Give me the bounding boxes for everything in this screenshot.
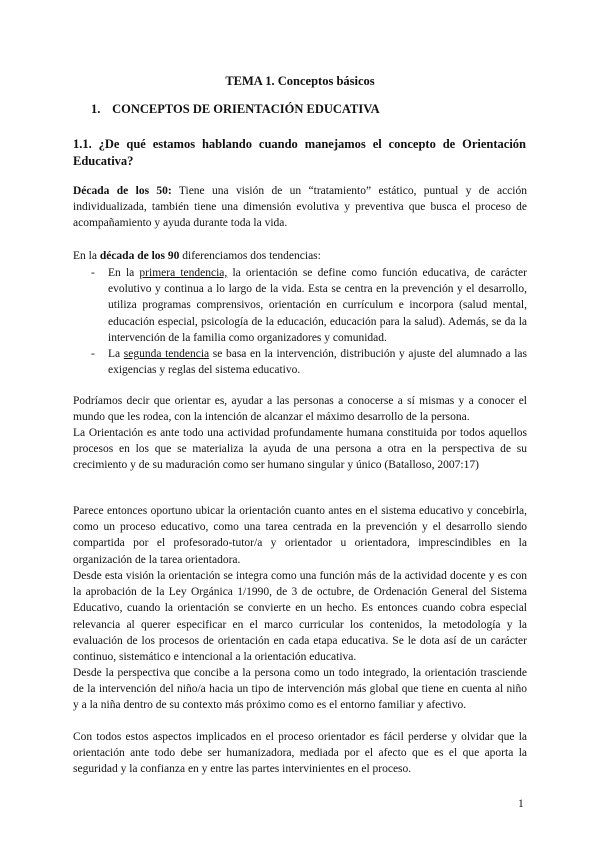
paragraph-decade-50: [73, 183, 527, 232]
tendencies-list: [73, 265, 527, 378]
list-dash: -: [91, 348, 95, 361]
list-item-text: En la: [108, 267, 140, 279]
page-number: 1: [518, 798, 524, 810]
list-item-text: la orientación se define como función educativa, de carácter evolutivo y continua a lo largo de la vida. Esta se centra en la prevención y el desarrollo, utiliza programas comprensivos, orientación en currículum e incorpora (salud mental, educación especial, psicología de la educación, educación para la salud). Además, se da la intervención de la familia como organizadores y comunidad.: [108, 267, 527, 344]
paragraph-orientar: Podríamos decir que orientar es, ayudar a las personas a conocerse a sí mismas y a conocer el mundo que les rodea, con la intención de alcanzar el máximo desarrollo de la persona.: [73, 395, 527, 424]
paragraph-text: Tiene una visión de un “tratamiento” estático, puntual y de acción individualizada, también tiene una dimensión evolutiva y preventiva que busca el proceso de acompañamiento y ayuda durante toda la vida.: [73, 185, 527, 230]
section-title-text: CONCEPTOS DE ORIENTACIÓN EDUCATIVA: [112, 102, 380, 116]
list-item-text: se basa en la intervención, distribución y ajuste del alumnado a las exigencias y reglas del sistema educativo.: [108, 348, 527, 377]
subsection-heading: 1.1. ¿De qué estamos hablando cuando manejamos el concepto de Orientación Educativa?: [73, 137, 526, 168]
paragraph-humanizadora: Con todos estos aspectos implicados en el proceso orientador es fácil perderse y olvidar que la orientación ante todo debe ser humanizadora, mediada por el afecto que es el que aporta la seguridad y la confianza en y entre las partes intervinientes en el proceso.: [73, 731, 527, 776]
paragraph-perspectiva: Desde la perspectiva que concibe a la persona como un todo integrado, la orientación trasciende de la intervención del niño/a hacia un tipo de intervención más global que tiene en cuenta al niño y a la niña dentro de su contexto más próximo como es el entorno familiar y afectivo.: [73, 667, 527, 712]
underlined-term: primera tendencia,: [139, 267, 228, 279]
list-dash: -: [91, 267, 95, 279]
paragraph-bold: década de los 90: [99, 250, 180, 262]
paragraph-text: diferenciamos dos tendencias:: [179, 250, 321, 262]
paragraph-definition: La Orientación es ante todo una actividad profundamente humana constituida por todos aquellos procesos en los que se materializa la ayuda de una persona a otra en la perspectiva de su crecimiento y de su maduración como ser humano singular y único (Batalloso, 2007:17): [73, 427, 527, 472]
list-item: [73, 346, 527, 378]
section-number: 1.: [91, 102, 101, 116]
underlined-term: segunda tendencia: [123, 348, 210, 361]
page-title: TEMA 1. Conceptos básicos: [225, 74, 375, 88]
paragraph-text: En la: [73, 250, 100, 262]
paragraph-ley: Desde esta visión la orientación se integra como una función más de la actividad docente y es con la aprobación de la Ley Orgánica 1/1990, de 3 de octubre, de Ordenación General del Sistema Educativo, cuando la orientación se convierte en un hecho. Es entonces cuando cobra especial relevancia al querer especificar en el marco curricular los contenidos, la metodología y la evaluación de los procesos de orientación en cada etapa educativa. Se le dota así de un carácter continuo, sistemático e intencional a la orientación educativa.: [73, 570, 527, 664]
paragraph-decade-90: [73, 248, 527, 264]
list-item: [73, 265, 527, 346]
paragraph-lead: Década de los 50:: [73, 185, 172, 197]
paragraph-ubicar: Parece entonces oportuno ubicar la orientación cuanto antes en el sistema educativo y concebirla, como un proceso educativo, como una tarea centrada en la prevención y el desarrollo siendo compartida por el profesorado-tutor/a y orientador u orientadora, imprescindibles en la organización de la tarea orientadora.: [73, 505, 527, 566]
list-item-text: La: [108, 348, 124, 361]
section-heading: [91, 102, 380, 116]
